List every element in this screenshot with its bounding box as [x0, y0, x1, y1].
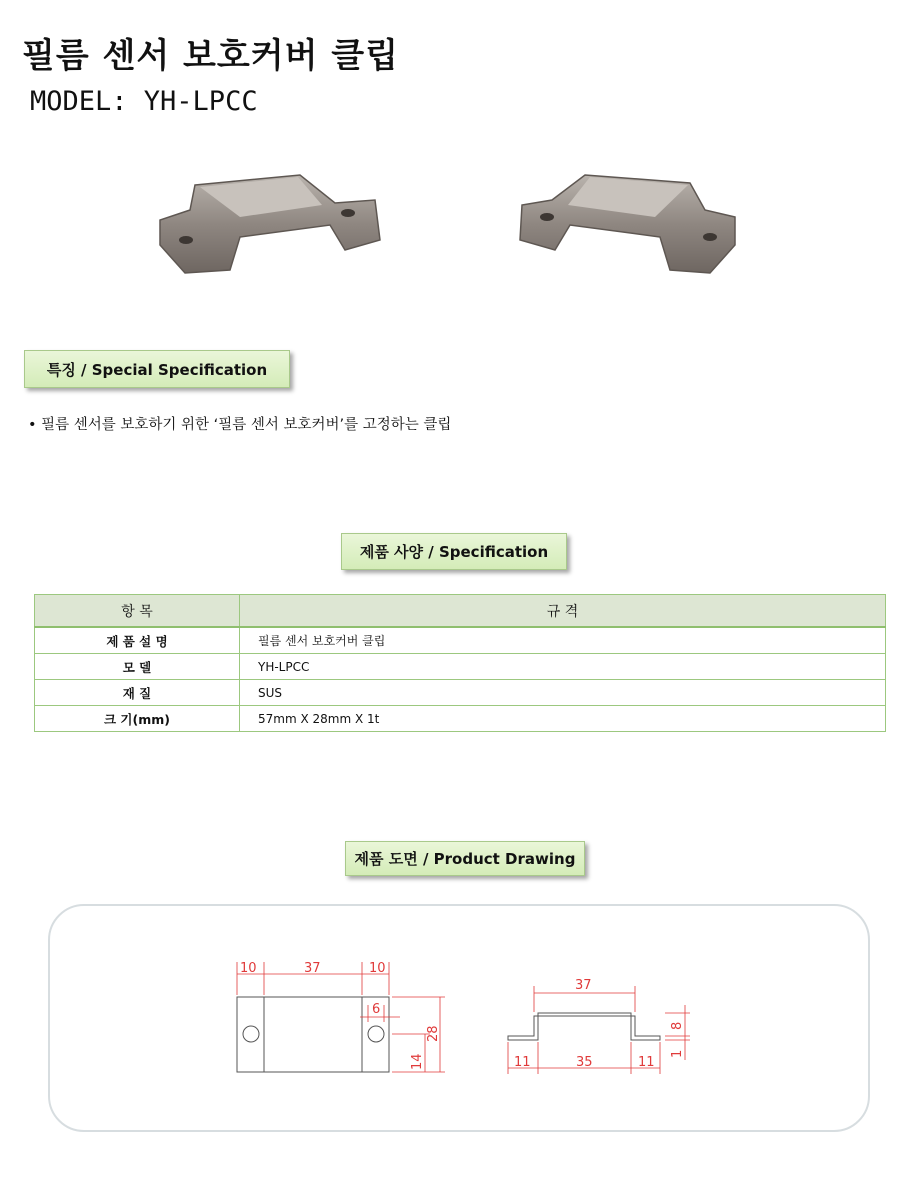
dim-side-left: 11: [514, 1055, 531, 1070]
dim-top-left: 10: [240, 961, 257, 976]
row-label: 모 델: [35, 654, 240, 680]
dim-top-right: 10: [369, 961, 386, 976]
row-value: 57mm X 28mm X 1t: [240, 706, 886, 732]
side-view-drawing: [508, 1013, 660, 1040]
page-title: 필름 센서 보호커버 클립: [22, 36, 399, 76]
dim-side-right: 11: [638, 1055, 655, 1070]
row-label: 크 기(mm): [35, 706, 240, 732]
dim-top-mid: 37: [304, 961, 321, 976]
top-view-drawing: [237, 997, 389, 1072]
row-value: 필름 센서 보호커버 클립: [240, 627, 886, 654]
dim-total-height: 28: [426, 1025, 441, 1042]
dim-side-height: 8: [670, 1021, 685, 1030]
row-value: YH-LPCC: [240, 654, 886, 680]
row-label: 재 질: [35, 680, 240, 706]
feature-bullet: • 필름 센서를 보호하기 위한 ‘필름 센서 보호커버’를 고정하는 클립: [28, 417, 452, 433]
model-label: MODEL: YH-LPCC: [30, 86, 258, 117]
header-item: 항 목: [35, 595, 240, 628]
spec-heading: 제품 사양 / Specification: [341, 533, 567, 570]
drawing-heading: 제품 도면 / Product Drawing: [345, 841, 585, 876]
dim-side-top: 37: [575, 978, 592, 993]
dim-hole: 6: [372, 1002, 381, 1017]
dim-side-mid: 35: [576, 1055, 593, 1070]
row-value: SUS: [240, 680, 886, 706]
features-heading: 특징 / Special Specification: [24, 350, 290, 388]
dim-side-thickness: 1: [670, 1049, 685, 1058]
header-spec: 규 격: [240, 595, 886, 628]
row-label: 제 품 설 명: [35, 627, 240, 654]
side-view-dimensions: [508, 986, 690, 1074]
dim-half-height: 14: [410, 1053, 425, 1070]
